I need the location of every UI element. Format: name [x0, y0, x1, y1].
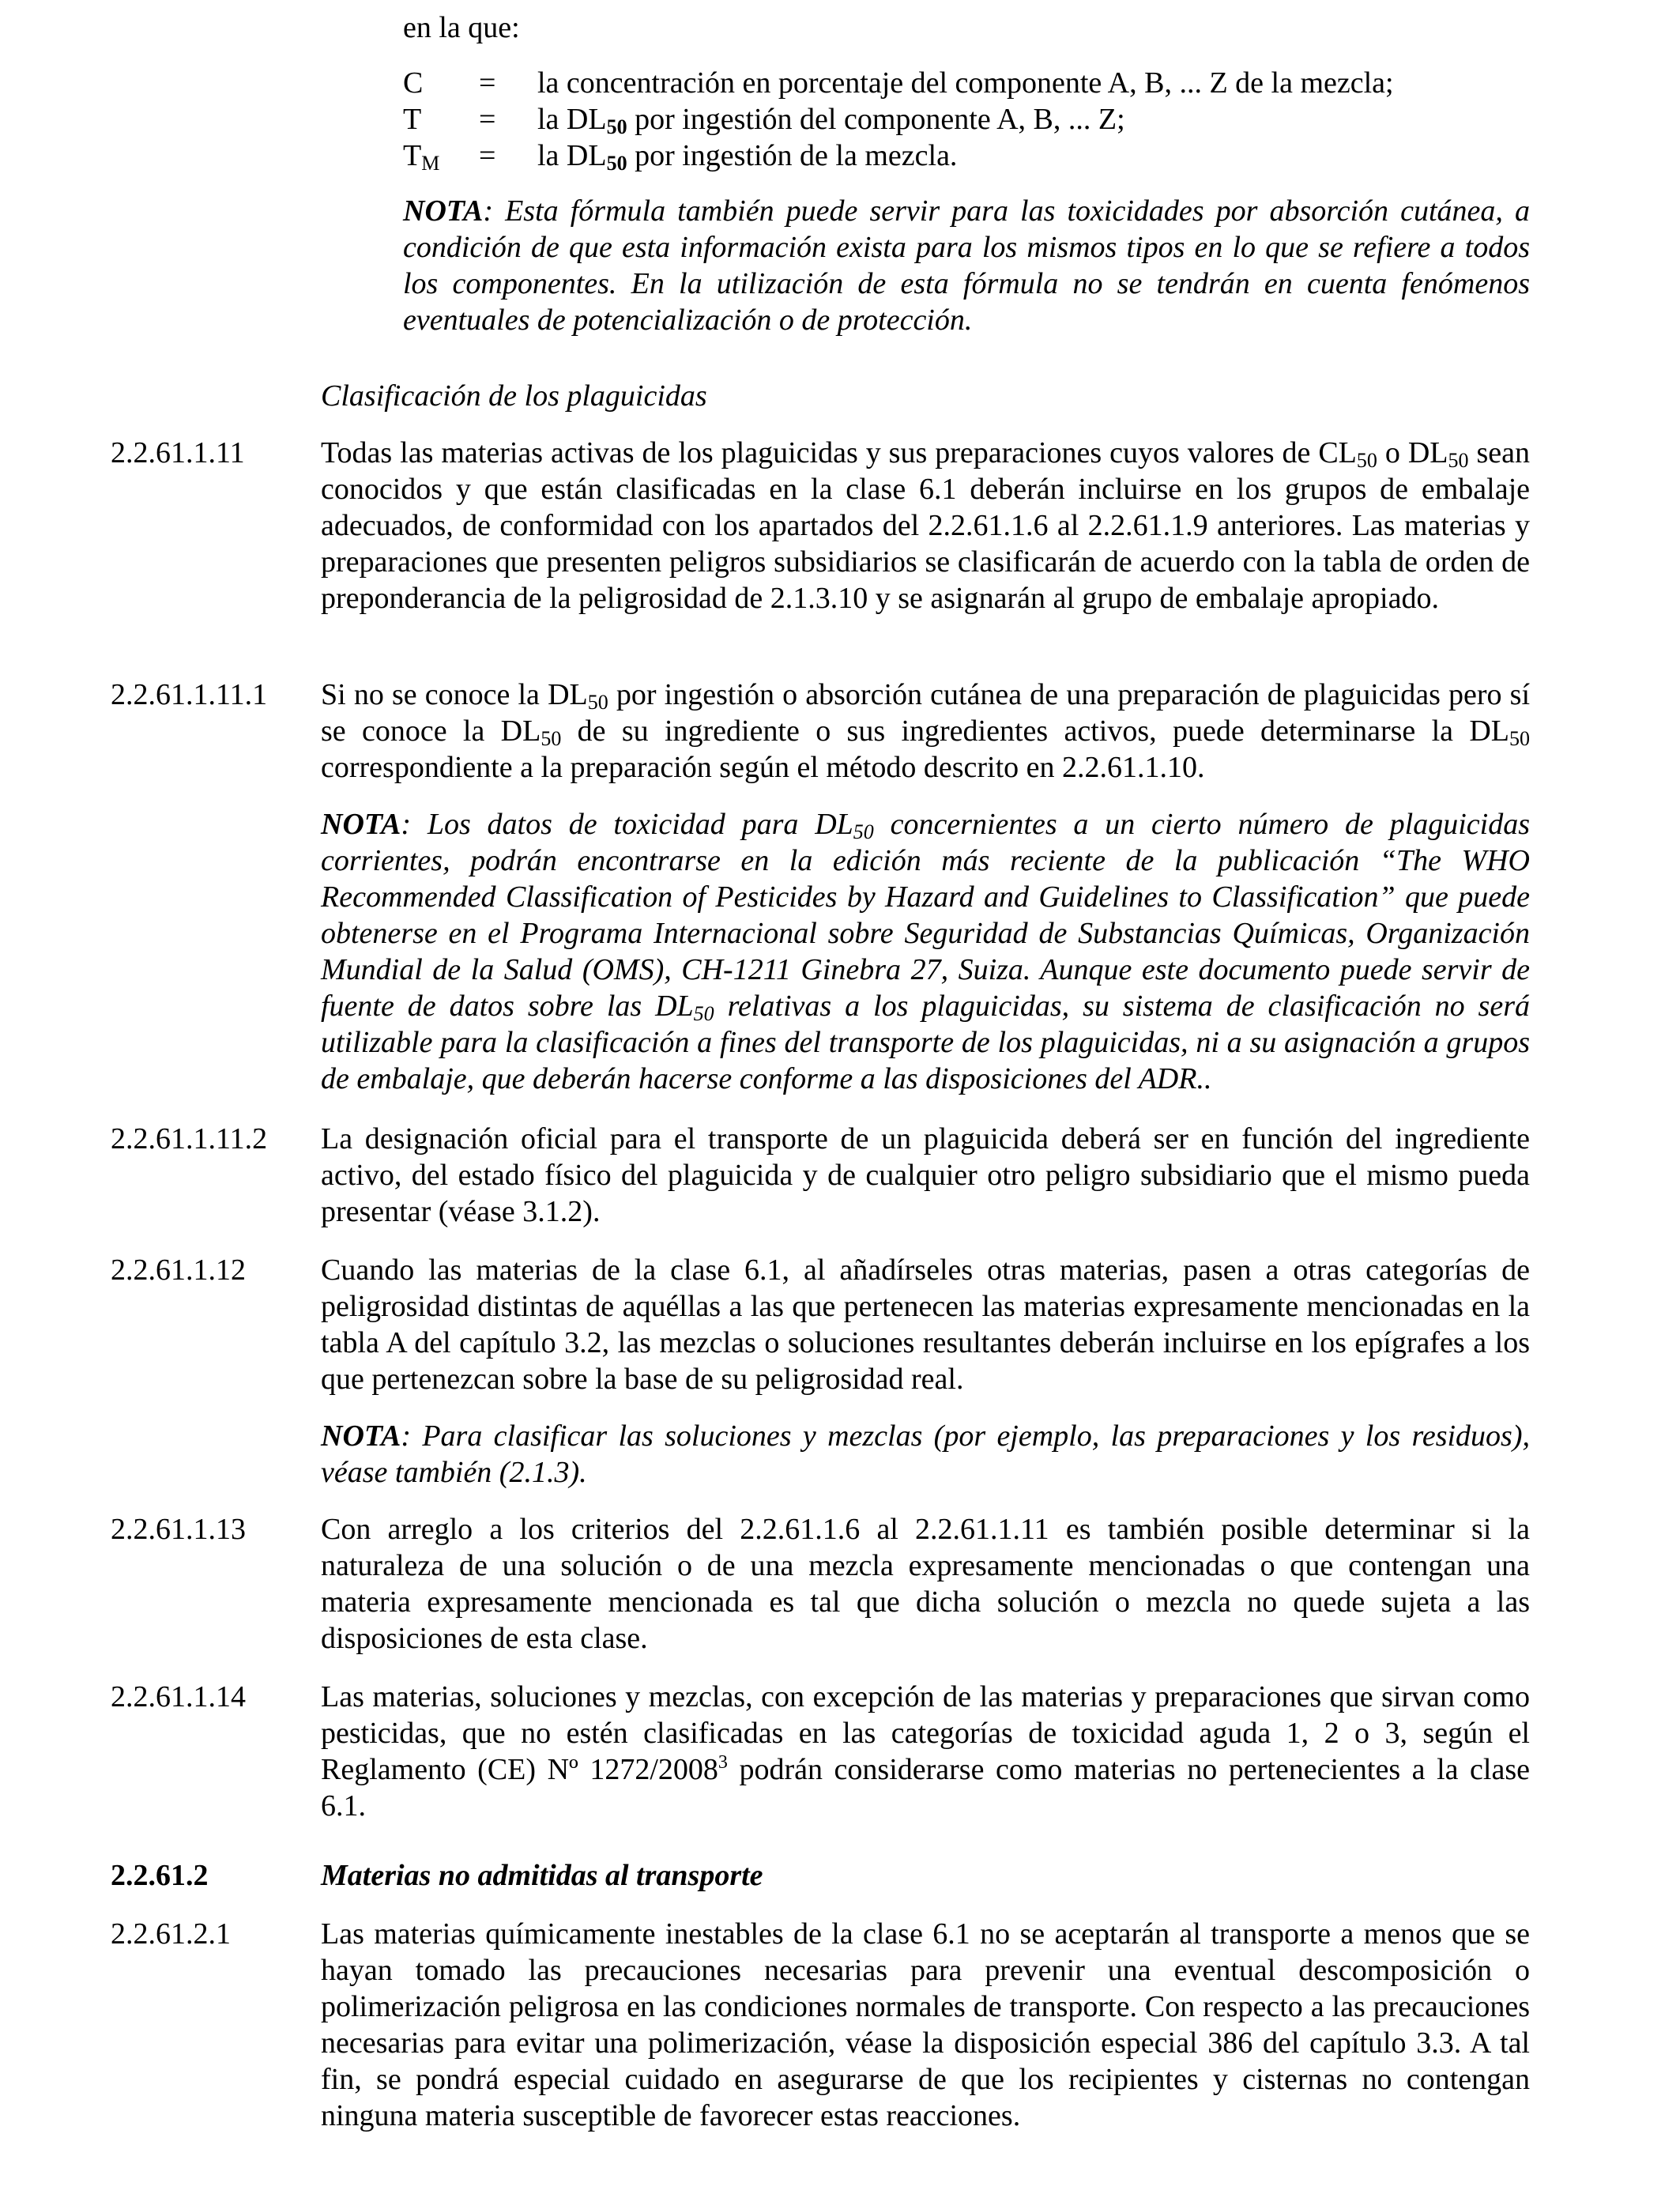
paragraph-number: 2.2.61.1.11.2: [111, 1122, 268, 1155]
formula-equals: =: [479, 66, 496, 100]
paragraph-number: 2.2.61.1.11.1: [111, 678, 268, 711]
note-text: NOTA: Los datos de toxicidad para $DL_{50}$ concernientes a un cierto número de plaguicidas corrientes, podrán encontrarse en la edición más reciente de la publicación “The WHO Recommended Classification of Pesticides by Hazard and Guidelines to Classification” que puede obtenerse en el Programa Internacional sobre Seguridad de Substancias Químicas, Organización Mundial de la Salud (OMS), CH-1211 Ginebra 27, Suiza. Aunque este documento puede servir de fuente de datos sobre las $DL_{50}$ relativas a los plaguicidas, su sistema de clasificación no será utilizable para la clasificación a fines del transporte de los plaguicidas, ni a su asignación a grupos de embalaje, que deberán hacerse conforme a las disposiciones del ADR..: [321, 808, 1530, 1095]
formula-equals: =: [479, 103, 496, 136]
formula-variable: $T_M$: [403, 139, 440, 175]
section-title: Materias no admitidas al transporte: [321, 1859, 763, 1892]
formula-definition: la $DL_{50}$ por ingestión de la mezcla.: [537, 139, 958, 175]
formula-variable: T: [403, 103, 422, 136]
paragraph-number: 2.2.61.1.13: [111, 1513, 246, 1546]
formula-definition: la concentración en porcentaje del componente A, B, ... Z de la mezcla;: [537, 66, 1394, 100]
paragraph-text: Con arreglo a los criterios del 2.2.61.1.6 al 2.2.61.1.11 es también posible determinar si la naturaleza de una solución o de una mezcla expresamente mencionadas o que contengan una materia expresamente mencionada es tal que dicha solución o mezcla no quede sujeta a las disposiciones de esta clase.: [321, 1513, 1530, 1655]
paragraph-number: 2.2.61.1.14: [111, 1680, 246, 1713]
section-number: 2.2.61.2: [111, 1859, 209, 1892]
paragraph-number: 2.2.61.1.11: [111, 436, 245, 469]
paragraph-text: Las materias, soluciones y mezclas, con excepción de las materias y preparaciones que sirvan como pesticidas, que no estén clasificadas en las categorías de toxicidad aguda 1, 2 o 3, según el Reglamento (CE) Nº 1272/2008$^3$ podrán considerarse como materias no pertenecientes a la clase 6.1.: [321, 1680, 1530, 1823]
paragraph-number: 2.2.61.2.1: [111, 1917, 231, 1951]
paragraph-text: Si no se conoce la $DL_{50}$ por ingestión o absorción cutánea de una preparación de plaguicidas pero sí se conoce la $DL_{50}$ de su ingrediente o sus ingredientes activos, puede determinarse la $DL_{50}$ correspondiente a la preparación según el método descrito en 2.2.61.1.10.: [321, 678, 1531, 784]
paragraph-text: Cuando las materias de la clase 6.1, al añadírseles otras materias, pasen a otras categorías de peligrosidad distintas de aquéllas a las que pertenecen las materias expresamente mencionadas en la tabla A del capítulo 3.2, las mezclas o soluciones resultantes deberán incluirse en los epígrafes a los que pertenezcan sobre la base de su peligrosidad real.: [321, 1253, 1530, 1396]
note-text: NOTA: Para clasificar las soluciones y mezclas (por ejemplo, las preparaciones y los residuos), véase también (2.1.3).: [321, 1419, 1530, 1489]
subheading: Clasificación de los plaguicidas: [321, 379, 707, 413]
note-text: NOTA: Esta fórmula también puede servir para las toxicidades por absorción cutánea, a condición de que esta información exista para los mismos tipos en lo que se refiere a todos los componentes. En la utilización de esta fórmula no se tendrán en cuenta fenómenos eventuales de potencialización o de protección.: [403, 194, 1530, 337]
formula-equals: =: [479, 139, 496, 172]
paragraph-text: Las materias químicamente inestables de la clase 6.1 no se aceptarán al transporte a menos que se hayan tomado las precauciones necesarias para prevenir una eventual descomposición o polimerización peligrosa en las condiciones normales de transporte. Con respecto a las precauciones necesarias para evitar una polimerización, véase la disposición especial 386 del capítulo 3.3. A tal fin, se pondrá especial cuidado en asegurarse de que los recipientes y cisternas no contengan ninguna materia susceptible de favorecer estas reacciones.: [321, 1917, 1530, 2132]
formula-definition: la $DL_{50}$ por ingestión del componente A, B, ... Z;: [537, 103, 1125, 138]
paragraph-text: Todas las materias activas de los plaguicidas y sus preparaciones cuyos valores de $CL_{50}$ o $DL_{50}$ sean conocidos y que están clasificadas en la clase 6.1 deberán incluirse en los grupos de embalaje adecuados, de conformidad con los apartados del 2.2.61.1.6 al 2.2.61.1.9 anteriores. Las materias y preparaciones que presenten peligros subsidiarios se clasificarán de acuerdo con la tabla de orden de preponderancia de la peligrosidad de 2.1.3.10 y se asignarán al grupo de embalaje apropiado.: [321, 436, 1530, 615]
paragraph-number: 2.2.61.1.12: [111, 1253, 246, 1287]
formula-variable: C: [403, 66, 424, 100]
paragraph-text: La designación oficial para el transporte de un plaguicida deberá ser en función del ingrediente activo, del estado físico del plaguicida y de cualquier otro peligro subsidiario que el mismo pueda presentar (véase 3.1.2).: [321, 1122, 1530, 1228]
formula-intro: en la que:: [403, 11, 520, 44]
